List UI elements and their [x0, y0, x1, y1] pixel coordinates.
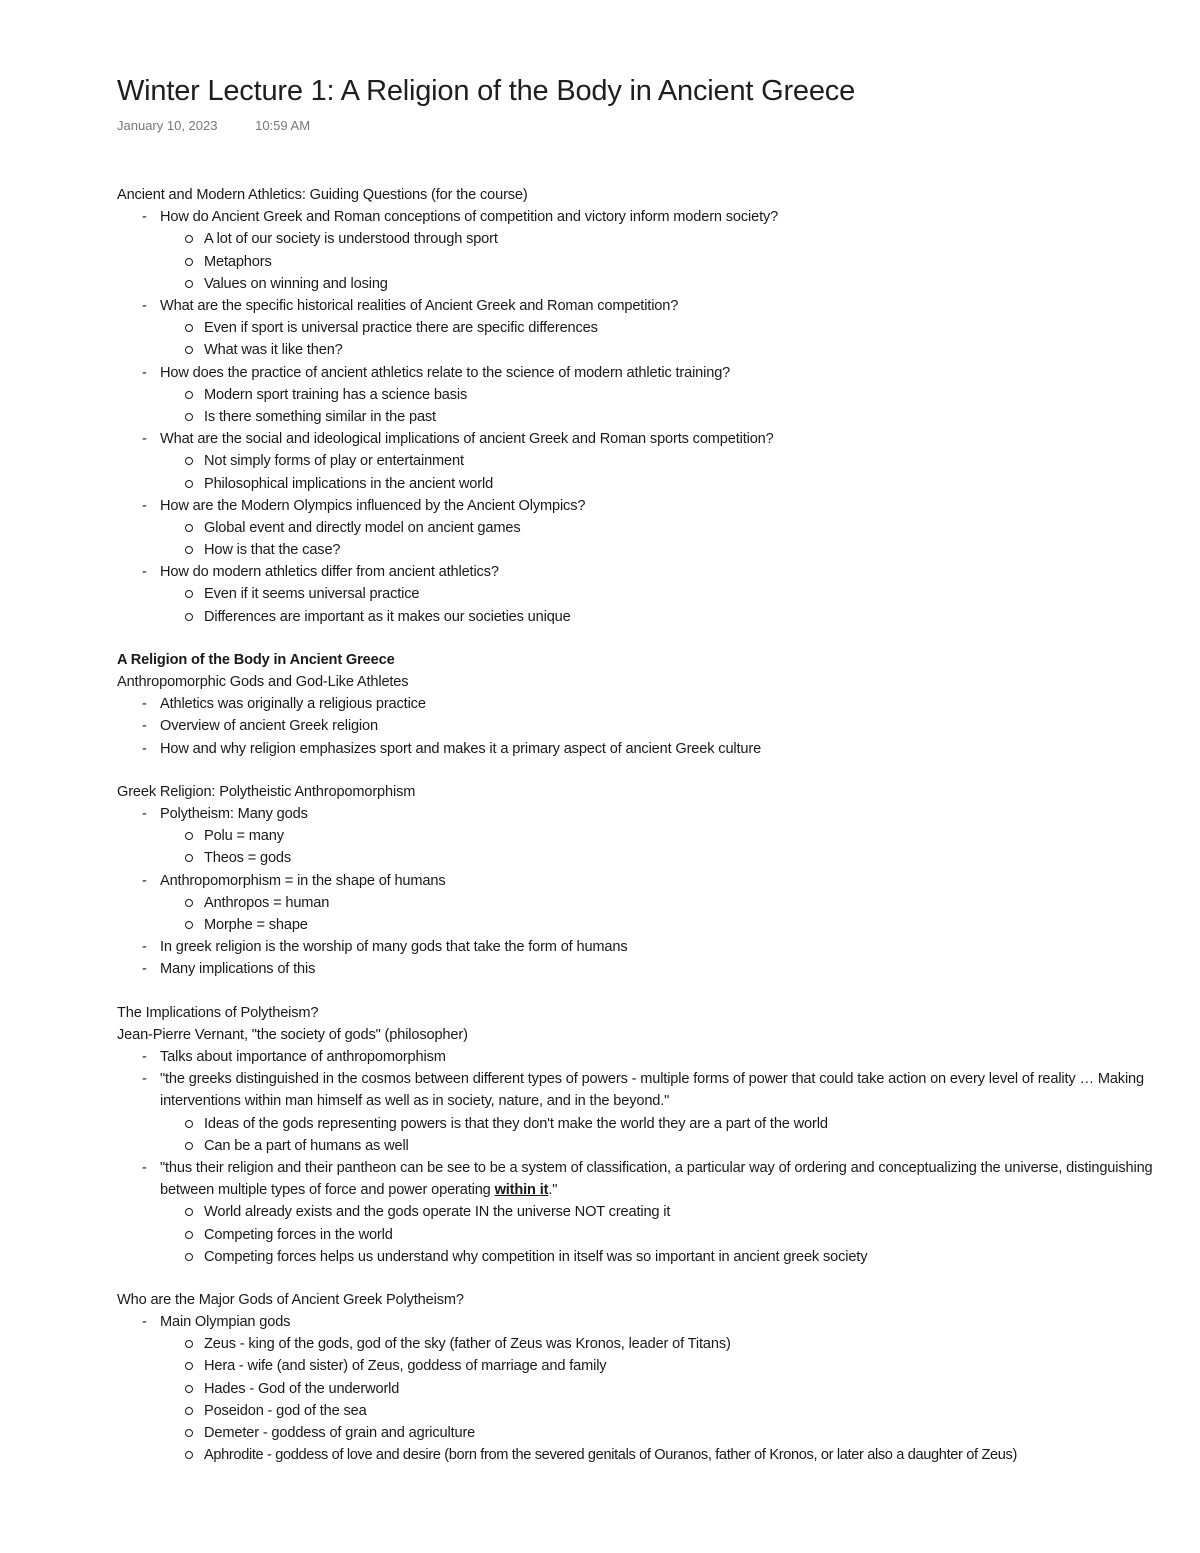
bullet-text: Athletics was originally a religious practice [160, 696, 426, 713]
circle-bullet-icon [185, 480, 193, 488]
sub-bullet-item [184, 539, 1187, 561]
dash-bullet-icon: - [142, 718, 147, 735]
sub-bullet-text: Modern sport training has a science basis [204, 386, 468, 403]
bullet-text: Overview of ancient Greek religion [160, 718, 378, 735]
circle-bullet-icon [185, 1142, 193, 1150]
circle-bullet-icon [185, 524, 193, 532]
circle-bullet-icon [185, 899, 193, 907]
bullet-item [141, 561, 1187, 628]
bullet-item [141, 1311, 1187, 1466]
sub-bullet-text: What was it like then? [204, 342, 343, 359]
dash-bullet-icon: - [142, 431, 147, 448]
sub-bullet-text: Competing forces in the world [204, 1226, 393, 1243]
sub-bullet-item [184, 317, 1187, 339]
circle-bullet-icon [185, 258, 193, 266]
sub-bullet-text: Global event and directly model on ancient games [204, 519, 521, 536]
circle-bullet-icon [185, 1340, 193, 1348]
section-heading: Who are the Major Gods of Ancient Greek Polytheism? [117, 1291, 464, 1308]
sub-bullet-item [184, 606, 1187, 628]
circle-bullet-icon [185, 457, 193, 465]
circle-bullet-icon [185, 832, 193, 840]
bullet-text: How do Ancient Greek and Roman conceptions of competition and victory inform modern society? [160, 209, 779, 226]
page-title: Winter Lecture 1: A Religion of the Body in Ancient Greece [117, 75, 855, 107]
bullet-item [141, 870, 1187, 937]
sub-bullet-item [184, 251, 1187, 273]
bullet-item [141, 958, 1187, 980]
dash-bullet-icon: - [142, 209, 147, 226]
circle-bullet-icon [185, 1231, 193, 1239]
circle-bullet-icon [185, 613, 193, 621]
sub-bullet-item [184, 1246, 1187, 1268]
sub-bullet-text: Not simply forms of play or entertainment [204, 453, 464, 470]
sub-bullet-text: Ideas of the gods representing powers is that they don't make the world they are a part of the world [204, 1115, 828, 1132]
sub-bullet-text: Anthropos = human [204, 894, 330, 911]
sub-bullet-list [160, 1201, 1187, 1268]
sub-bullet-item [184, 1400, 1187, 1422]
sub-bullet-item [184, 517, 1187, 539]
circle-bullet-icon [185, 1407, 193, 1415]
dash-bullet-icon: - [142, 806, 147, 823]
bullet-item [141, 715, 1187, 737]
circle-bullet-icon [185, 1451, 193, 1459]
circle-bullet-icon [185, 1120, 193, 1128]
circle-bullet-icon [185, 1429, 193, 1437]
circle-bullet-icon [185, 346, 193, 354]
bullet-item [141, 362, 1187, 429]
dash-bullet-icon: - [142, 961, 147, 978]
section-subheading: Jean-Pierre Vernant, "the society of gods" (philosopher) [117, 1026, 468, 1043]
bullet-list [117, 1046, 1187, 1268]
dash-bullet-icon: - [142, 297, 147, 314]
circle-bullet-icon [185, 1385, 193, 1393]
dash-bullet-icon: - [142, 939, 147, 956]
bullet-text: Many implications of this [160, 961, 316, 978]
sub-bullet-item [184, 228, 1187, 250]
bullet-list [117, 693, 1187, 760]
sub-bullet-item [184, 473, 1187, 495]
section-heading: A Religion of the Body in Ancient Greece [117, 651, 395, 668]
circle-bullet-icon [185, 590, 193, 598]
circle-bullet-icon [185, 235, 193, 243]
dash-bullet-icon: - [142, 364, 147, 381]
circle-bullet-icon [185, 921, 193, 929]
sub-bullet-item [184, 892, 1187, 914]
sub-bullet-item [184, 1355, 1187, 1377]
dash-bullet-icon: - [142, 1048, 147, 1065]
note-date: January 10, 2023 [117, 118, 218, 133]
sub-bullet-list [160, 825, 1187, 869]
bullet-text: Anthropomorphism = in the shape of humans [160, 872, 446, 889]
bullet-text: "thus their religion and their pantheon can be see to be a system of classification, a particular way of ordering and conceptualizing the universe, distinguishing between multiple types of force and power operating [160, 1159, 1153, 1199]
sub-bullet-text: Even if sport is universal practice there are specific differences [204, 320, 598, 337]
sub-bullet-list [160, 228, 1187, 295]
circle-bullet-icon [185, 546, 193, 554]
dash-bullet-icon: - [142, 696, 147, 713]
sub-bullet-item [184, 1444, 1187, 1466]
sub-bullet-list [160, 450, 1187, 494]
sub-bullet-text: Differences are important as it makes our societies unique [204, 608, 571, 625]
bullet-item [141, 693, 1187, 715]
bullet-item [141, 495, 1187, 562]
sub-bullet-text: Values on winning and losing [204, 275, 388, 292]
circle-bullet-icon [185, 280, 193, 288]
sub-bullet-item [184, 384, 1187, 406]
note-body [117, 184, 1187, 1466]
bullet-text: How are the Modern Olympics influenced by the Ancient Olympics? [160, 497, 586, 514]
sub-bullet-text: Competing forces helps us understand why competition in itself was so important in ancient greek society [204, 1248, 868, 1265]
sub-bullet-item [184, 1422, 1187, 1444]
bullet-item [141, 1046, 1187, 1068]
sub-bullet-list [160, 384, 1187, 428]
dash-bullet-icon: - [142, 564, 147, 581]
underlined-emphasis: within it [494, 1182, 549, 1199]
note-time: 10:59 AM [255, 118, 311, 133]
sub-bullet-item [184, 825, 1187, 847]
sub-bullet-list [160, 517, 1187, 561]
bullet-text: In greek religion is the worship of many gods that take the form of humans [160, 939, 628, 956]
bullet-text: What are the specific historical realities of Ancient Greek and Roman competition? [160, 297, 679, 314]
bullet-item [141, 428, 1187, 495]
sub-bullet-text: Morphe = shape [204, 916, 308, 933]
sub-bullet-item [184, 1333, 1187, 1355]
sub-bullet-text: Can be a part of humans as well [204, 1137, 409, 1154]
bullet-text: Talks about importance of anthropomorphism [160, 1048, 446, 1065]
circle-bullet-icon [185, 413, 193, 421]
sub-bullet-item [184, 406, 1187, 428]
sub-bullet-item [184, 1135, 1187, 1157]
bullet-list [117, 803, 1187, 981]
dash-bullet-icon: - [142, 1071, 147, 1088]
dash-bullet-icon: - [142, 497, 147, 514]
circle-bullet-icon [185, 1362, 193, 1370]
section-subheading: Anthropomorphic Gods and God-Like Athletes [117, 674, 409, 691]
sub-bullet-text: A lot of our society is understood through sport [204, 231, 498, 248]
sub-bullet-list [160, 892, 1187, 936]
sub-bullet-item [184, 1378, 1187, 1400]
bullet-text: Polytheism: Many gods [160, 806, 308, 823]
bullet-item [141, 1157, 1187, 1268]
sub-bullet-list [160, 1113, 1187, 1157]
circle-bullet-icon [185, 1208, 193, 1216]
bullet-text: How do modern athletics differ from ancient athletics? [160, 564, 499, 581]
sub-bullet-text: Philosophical implications in the ancient world [204, 475, 494, 492]
sub-bullet-text: World already exists and the gods operate IN the universe NOT creating it [204, 1204, 671, 1221]
sub-bullet-list [160, 583, 1187, 627]
bullet-item [141, 206, 1187, 295]
bullet-text: Main Olympian gods [160, 1314, 291, 1331]
circle-bullet-icon [185, 1253, 193, 1261]
bullet-text: What are the social and ideological implications of ancient Greek and Roman sports competition? [160, 431, 774, 448]
sub-bullet-list [160, 317, 1187, 361]
sub-bullet-text: Polu = many [204, 828, 284, 845]
sub-bullet-item [184, 583, 1187, 605]
sub-bullet-text: How is that the case? [204, 542, 341, 559]
sub-bullet-item [184, 1201, 1187, 1223]
bullet-text-end: ." [548, 1182, 558, 1199]
sub-bullet-text: Metaphors [204, 253, 272, 270]
sub-bullet-text: Demeter - goddess of grain and agriculture [204, 1425, 476, 1442]
sub-bullet-item [184, 847, 1187, 869]
sub-bullet-text: Is there something similar in the past [204, 408, 436, 425]
dash-bullet-icon: - [142, 740, 147, 757]
bullet-list [117, 206, 1187, 628]
bullet-text: How and why religion emphasizes sport and makes it a primary aspect of ancient Greek culture [160, 740, 762, 757]
bullet-item [141, 295, 1187, 362]
bullet-text: "the greeks distinguished in the cosmos between different types of powers - multiple forms of power that could take action on every level of reality … Making interventions within man himself as well as in society, nature, and in the beyond." [160, 1071, 1144, 1110]
sub-bullet-item [184, 1224, 1187, 1246]
sub-bullet-text: Even if it seems universal practice [204, 586, 420, 603]
sub-bullet-text: Aphrodite - goddess of love and desire (born from the severed genitals of Ouranos, father of Kronos, or later also a daughter of Zeus) [204, 1447, 1017, 1464]
sub-bullet-text: Zeus - king of the gods, god of the sky (father of Zeus was Kronos, leader of Titans) [204, 1336, 731, 1353]
dash-bullet-icon: - [142, 1159, 147, 1176]
sub-bullet-item [184, 273, 1187, 295]
sub-bullet-item [184, 339, 1187, 361]
bullet-list [117, 1311, 1187, 1466]
sub-bullet-item [184, 1113, 1187, 1135]
circle-bullet-icon [185, 391, 193, 399]
bullet-item [141, 803, 1187, 870]
sub-bullet-item [184, 450, 1187, 472]
sub-bullet-list [160, 1333, 1187, 1466]
bullet-item [141, 936, 1187, 958]
dash-bullet-icon: - [142, 1314, 147, 1331]
bullet-text: How does the practice of ancient athletics relate to the science of modern athletic training? [160, 364, 731, 381]
section-heading: Greek Religion: Polytheistic Anthropomorphism [117, 783, 416, 800]
sub-bullet-text: Poseidon - god of the sea [204, 1402, 367, 1419]
bullet-item [141, 738, 1187, 760]
sub-bullet-text: Hera - wife (and sister) of Zeus, goddess of marriage and family [204, 1358, 607, 1375]
circle-bullet-icon [185, 324, 193, 332]
sub-bullet-item [184, 914, 1187, 936]
circle-bullet-icon [185, 854, 193, 862]
section-heading: The Implications of Polytheism? [117, 1004, 319, 1021]
note-timestamp [117, 118, 1187, 136]
note-page [117, 72, 1187, 1466]
bullet-item [141, 1068, 1187, 1157]
sub-bullet-text: Hades - God of the underworld [204, 1380, 400, 1397]
section-heading: Ancient and Modern Athletics: Guiding Questions (for the course) [117, 187, 528, 203]
sub-bullet-text: Theos = gods [204, 850, 292, 867]
dash-bullet-icon: - [142, 872, 147, 889]
